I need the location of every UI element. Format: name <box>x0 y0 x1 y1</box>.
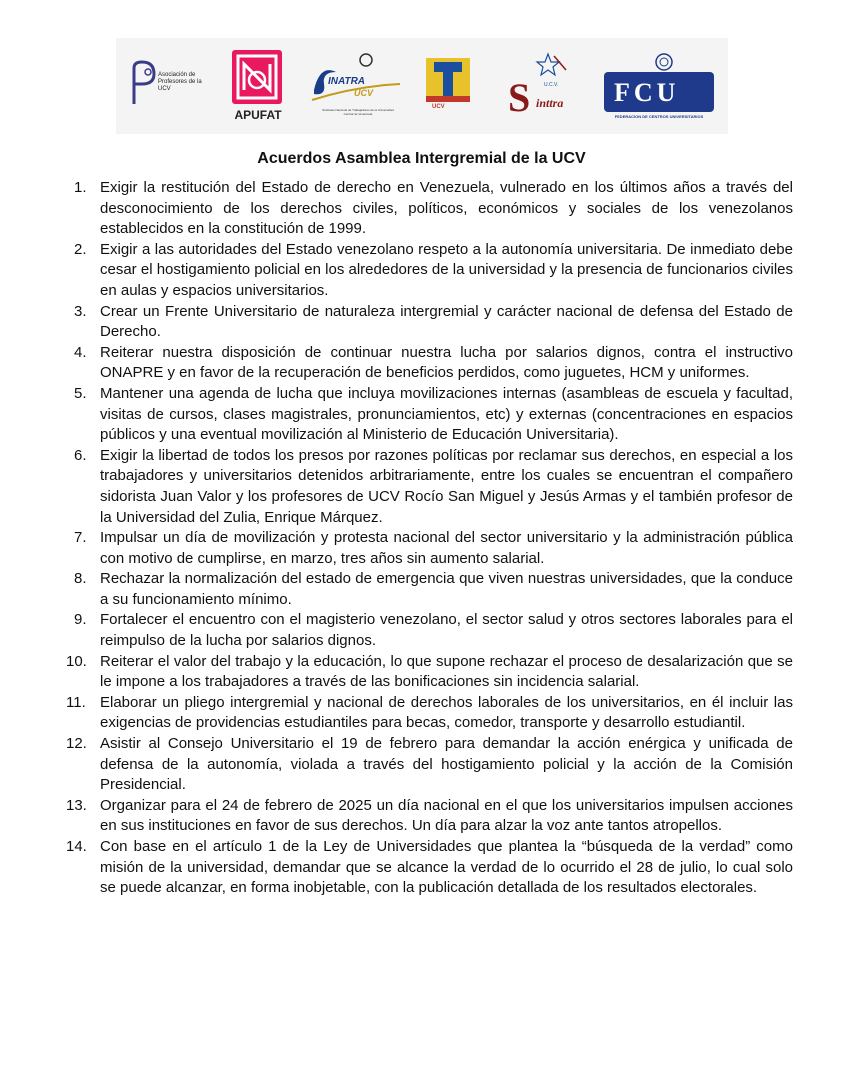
list-item <box>60 302 793 343</box>
apufat-emblem-icon <box>232 50 282 104</box>
item-text: Reiterar nuestra disposición de continuar nuestra lucha por salarios dignos, contra el instructivo ONAPRE y en favor de la recuperación de beneficios perdidos, como juguetes, HCM y uniformes. <box>100 343 793 382</box>
item-text: Rechazar la normalización del estado de emergencia que viven nuestras universidades, que la conduce a su funcionamiento mínimo. <box>100 570 793 608</box>
list-item <box>60 384 793 446</box>
fcu-letters: FCU <box>614 78 680 107</box>
list-item <box>60 446 793 528</box>
list-item <box>60 569 793 610</box>
sinttra-word: inttra <box>536 96 564 110</box>
item-number: 4. <box>74 343 87 361</box>
item-text: Con base en el artículo 1 de la Ley de Universidades que plantea la “búsqueda de la verdad” como misión de la universidad, demandar que se alcance la verdad de lo ocurrido el 28 de julio, lo cual solo se puede alcanzar, en forma inobjetable, con la publicación detallada de los resultados electorales. <box>100 838 793 897</box>
list-item <box>60 178 793 240</box>
list-item <box>60 796 793 837</box>
list-item <box>60 528 793 569</box>
fcu-sub: FEDERACION DE CENTROS UNIVERSITARIOS <box>614 114 704 119</box>
item-number: 9. <box>74 611 87 629</box>
sinatra-small: Sindicato Nacional de Trabajadores de la Universidad Central de Venezuela <box>322 108 394 116</box>
list-item <box>60 837 793 899</box>
item-text: Crear un Frente Universitario de naturaleza intergremial y carácter nacional de defensa del Estado de Derecho. <box>100 302 793 341</box>
sinttra-s-letter: S <box>508 75 531 120</box>
item-number: 6. <box>74 446 87 464</box>
item-text: Fortalecer el encuentro con el magisterio venezolano, el sector salud y otros sectores laborales para el reimpulso de la lucha por salarios dignos. <box>100 611 793 650</box>
apucv-line: Profesores de la <box>158 79 202 85</box>
fcu-logo <box>600 52 718 124</box>
list-item <box>60 343 793 384</box>
apucv-logo <box>128 60 220 108</box>
item-text: Impulsar un día de movilización y protesta nacional del sector universitario y la administración pública con motivo de cumplirse, en marzo, tres años sin aumento salarial. <box>100 529 793 567</box>
apufat-box <box>232 50 282 104</box>
item-number: 3. <box>74 302 87 320</box>
sinttra-logo <box>508 52 592 122</box>
apucv-line: UCV <box>158 86 171 92</box>
apucv-line: Asociación de <box>158 72 196 78</box>
page-title: Acuerdos Asamblea Intergremial de la UCV <box>257 150 586 167</box>
item-number: 13. <box>66 796 87 814</box>
apufat-logo <box>228 48 288 130</box>
item-number: 12. <box>66 735 87 753</box>
item-number: 2. <box>74 240 87 258</box>
item-number: 5. <box>74 384 87 402</box>
list-item <box>60 734 793 796</box>
apucv-text <box>158 72 202 93</box>
ucv-logo <box>424 56 472 114</box>
item-text: Asistir al Consejo Universitario el 19 de febrero para demandar la acción enérgica y unificada de defensa de la autonomía, violada a través del hostigamiento policial y la acción de la Comisión Presidencial. <box>100 735 793 794</box>
item-text: Mantener una agenda de lucha que incluya movilizaciones internas (asambleas de escuela y facultad, visitas de cursos, clases magistrales, pronunciamientos, etc) y externas (concentraciones en espacios públicos y una eventual movilización al Ministerio de Educación Universitaria). <box>100 384 793 444</box>
sinttra-ucv: U.C.V. <box>544 82 559 88</box>
item-number: 11. <box>66 693 86 711</box>
sinatra-sub: UCV <box>354 88 374 98</box>
item-text: Exigir la restitución del Estado de derecho en Venezuela, vulnerado en los últimos años a través del desconocimiento de los derechos civiles, políticos, económicos y sociales de los venezolanos establecidos en la constitución de 1999. <box>100 179 793 238</box>
item-text: Elaborar un pliego intergremial y nacional de derechos laborales de los universitarios, en él incluir las exigencias de providencias estudiantiles para becas, comedor, transporte y desarrollo estudiantil. <box>100 693 793 732</box>
list-item <box>60 240 793 302</box>
item-text: Exigir a las autoridades del Estado venezolano respeto a la autonomía universitaria. De inmediato debe cesar el hostigamiento policial en los alrededores de la universidad y la presencia de funcionarios civiles en aulas y espacios universitarios. <box>100 240 793 299</box>
list-item <box>60 693 793 734</box>
agreements-list <box>60 178 793 899</box>
list-item <box>60 652 793 693</box>
fcu-seal-icon <box>600 52 718 74</box>
ucv-label: UCV <box>432 104 445 110</box>
item-text: Organizar para el 24 de febrero de 2025 un día nacional en el que los universitarios impulsen acciones en sus instituciones en favor de sus derechos. Un día para alzar la voz ante tantos atropellos. <box>100 796 793 835</box>
item-number: 1. <box>74 179 87 196</box>
item-text: Reiterar el valor del trabajo y la educación, lo que supone rechazar el proceso de desalarización que se le impone a los trabajadores a través de las bonificaciones sin incidencia salarial. <box>100 652 793 691</box>
sinatra-logo <box>310 50 402 128</box>
item-number: 8. <box>74 570 87 588</box>
item-number: 10. <box>66 652 87 670</box>
logo-strip <box>116 38 728 134</box>
item-text: Exigir la libertad de todos los presos por razones políticas por reclamar sus derechos, en especial a los trabajadores y universitarios detenidos arbitrariamente, entre los cuales se encuentran el compañero sidorista Juan Valor y los profesores de UCV Rocío San Miguel y Jesús Armas y el también profesor de la Universidad del Zulia, Enrique Márquez. <box>100 446 793 526</box>
sinatra-word: INATRA <box>328 76 366 87</box>
item-number: 14. <box>66 838 87 855</box>
apufat-label: APUFAT <box>234 108 282 122</box>
list-item <box>60 610 793 651</box>
item-number: 7. <box>74 529 87 547</box>
